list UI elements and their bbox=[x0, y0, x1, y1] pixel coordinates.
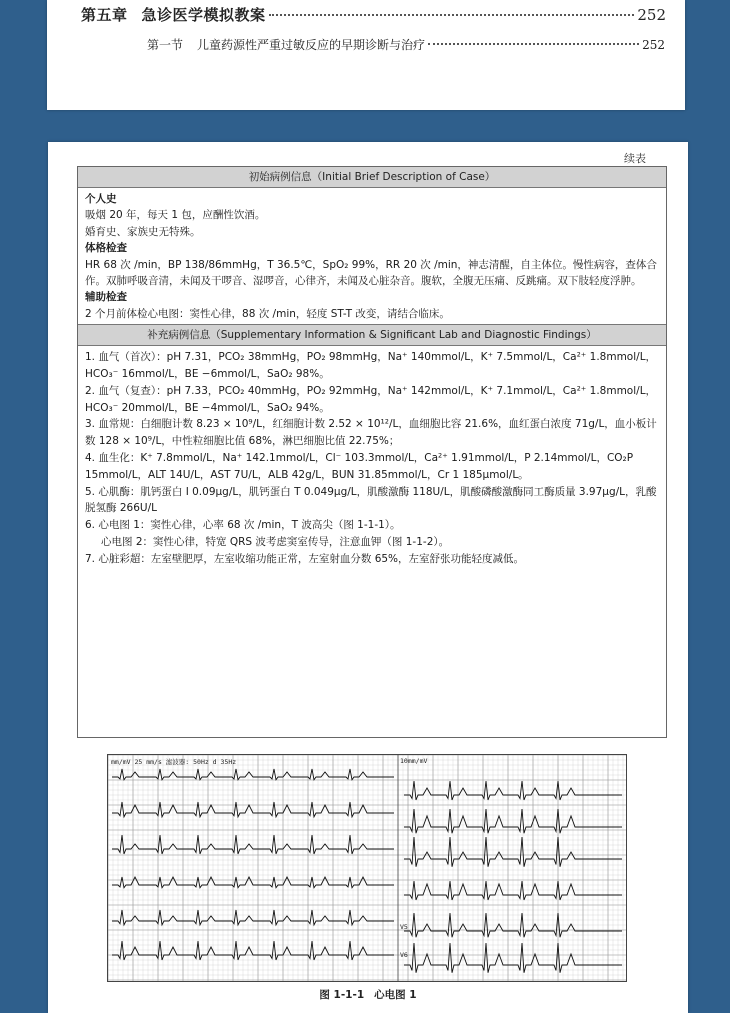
lab-item: 5. 心肌酶：肌钙蛋白 I 0.09μg/L，肌钙蛋白 T 0.049μg/L，肌酸激酶 118U/L，肌酸磷酸激酶同工酶质量 3.97μg/L，乳酸脱氢酶 266U/L bbox=[85, 485, 657, 515]
personal-history-line: 婚育史、家族史无特殊。 bbox=[85, 225, 201, 238]
ecg-lead-v6-label: V6 bbox=[400, 951, 408, 959]
toc-page bbox=[47, 0, 685, 110]
toc-chapter-title: 急诊医学模拟教案 bbox=[141, 6, 266, 24]
supplementary-info-block bbox=[78, 346, 666, 569]
exam-text: HR 68 次 /min，BP 138/86mmHg，T 36.5℃，SpO₂ 99%，RR 20 次 /min，神志清醒，自主体位。慢性病容，查体合作。双肺呼吸音清，未闻及干啰音、湿啰音，心律齐，未闻及心脏杂音。腹软，全腹无压痛、反跳痛。双下肢轻度浮肿。 bbox=[85, 258, 657, 288]
toc-section-number: 第一节 bbox=[147, 38, 184, 52]
ecg-settings-label: mm/mV 25 mm/s 滤波器: 50Hz d 35Hz bbox=[111, 758, 237, 766]
initial-info-block bbox=[78, 188, 666, 324]
aux-exam-title: 辅助检查 bbox=[85, 291, 127, 304]
ecg-grid-fine bbox=[108, 755, 626, 981]
lab-item: 心电图 2：窦性心律，特宽 QRS 波考虑窦室传导，注意血钾（图 1-1-2）。 bbox=[101, 536, 450, 549]
lab-item: 3. 血常规：白细胞计数 8.23 × 10⁹/L，红细胞计数 2.52 × 10¹²/L，血细胞比容 21.6%，血红蛋白浓度 71g/L，血小板计数 128 × 10⁹/L，中性粒细胞比值 68%，淋巴细胞比值 22.75%； bbox=[85, 418, 657, 448]
ecg-figure bbox=[107, 754, 627, 982]
lab-item: 6. 心电图 1：窦性心律，心率 68 次 /min，T 波高尖（图 1-1-1）。 bbox=[85, 519, 401, 532]
ecg-grid-major bbox=[108, 755, 626, 981]
toc-section-title: 儿童药源性严重过敏反应的早期诊断与治疗 bbox=[197, 38, 426, 52]
toc-section-entry[interactable] bbox=[147, 36, 665, 53]
ecg-gain-label: 10mm/mV bbox=[400, 757, 428, 765]
toc-leader-dots bbox=[428, 43, 639, 45]
lab-item: 7. 心脏彩超：左室壁肥厚，左室收缩功能正常，左室射血分数 65%，左室舒张功能轻度减低。 bbox=[85, 552, 525, 565]
figure-title: 心电图 1 bbox=[374, 989, 417, 1001]
toc-chapter-entry[interactable] bbox=[81, 4, 666, 25]
figure-number: 图 1-1-1 bbox=[319, 989, 365, 1001]
toc-chapter-page: 252 bbox=[637, 6, 666, 24]
personal-history-line: 吸烟 20 年，每天 1 包，应酬性饮酒。 bbox=[85, 209, 266, 222]
toc-leader-dots bbox=[269, 14, 635, 16]
lab-item: 4. 血生化：K⁺ 7.8mmol/L，Na⁺ 142.1mmol/L，Cl⁻ 103.3mmol/L，Ca²⁺ 1.91mmol/L，P 2.14mmol/L，CO₂P 15mmol/L，ALT 14U/L，AST 7U/L，ALB 42g/L，BUN 31.85mmol/L，Cr 1 185μmol/L。 bbox=[85, 452, 634, 481]
continued-label: 续表 bbox=[624, 152, 646, 165]
personal-history-title: 个人史 bbox=[85, 193, 117, 205]
ecg-trace-image bbox=[108, 755, 626, 981]
case-table bbox=[77, 166, 667, 738]
content-page bbox=[48, 142, 688, 1013]
aux-exam-text: 2 个月前体检心电图：窦性心律，88 次 /min，轻度 ST-T 改变，请结合临床。 bbox=[85, 307, 450, 320]
lab-item: 2. 血气（复查）：pH 7.33，PCO₂ 40mmHg，PO₂ 92mmHg，Na⁺ 142mmol/L，K⁺ 7.1mmol/L，Ca²⁺ 1.8mmol/L，HCO₃⁻ 20mmol/L，BE −4mmol/L，SaO₂ 94%。 bbox=[85, 384, 657, 414]
exam-title: 体格检查 bbox=[85, 242, 127, 255]
lab-item: 1. 血气（首次）：pH 7.31，PCO₂ 38mmHg，PO₂ 98mmHg，Na⁺ 140mmol/L，K⁺ 7.5mmol/L，Ca²⁺ 1.8mmol/L，HCO₃⁻ 16mmol/L，BE −6mmol/L，SaO₂ 98%。 bbox=[85, 351, 657, 381]
supplementary-info-header: 补充病例信息（Supplementary Information & Significant Lab and Diagnostic Findings） bbox=[78, 324, 666, 346]
toc-section-page: 252 bbox=[642, 38, 665, 52]
initial-info-header: 初始病例信息（Initial Brief Description of Case） bbox=[78, 167, 666, 188]
toc-chapter-number: 第五章 bbox=[81, 6, 128, 24]
figure-caption bbox=[48, 987, 688, 1002]
ecg-lead-v5-label: V5 bbox=[400, 923, 408, 931]
